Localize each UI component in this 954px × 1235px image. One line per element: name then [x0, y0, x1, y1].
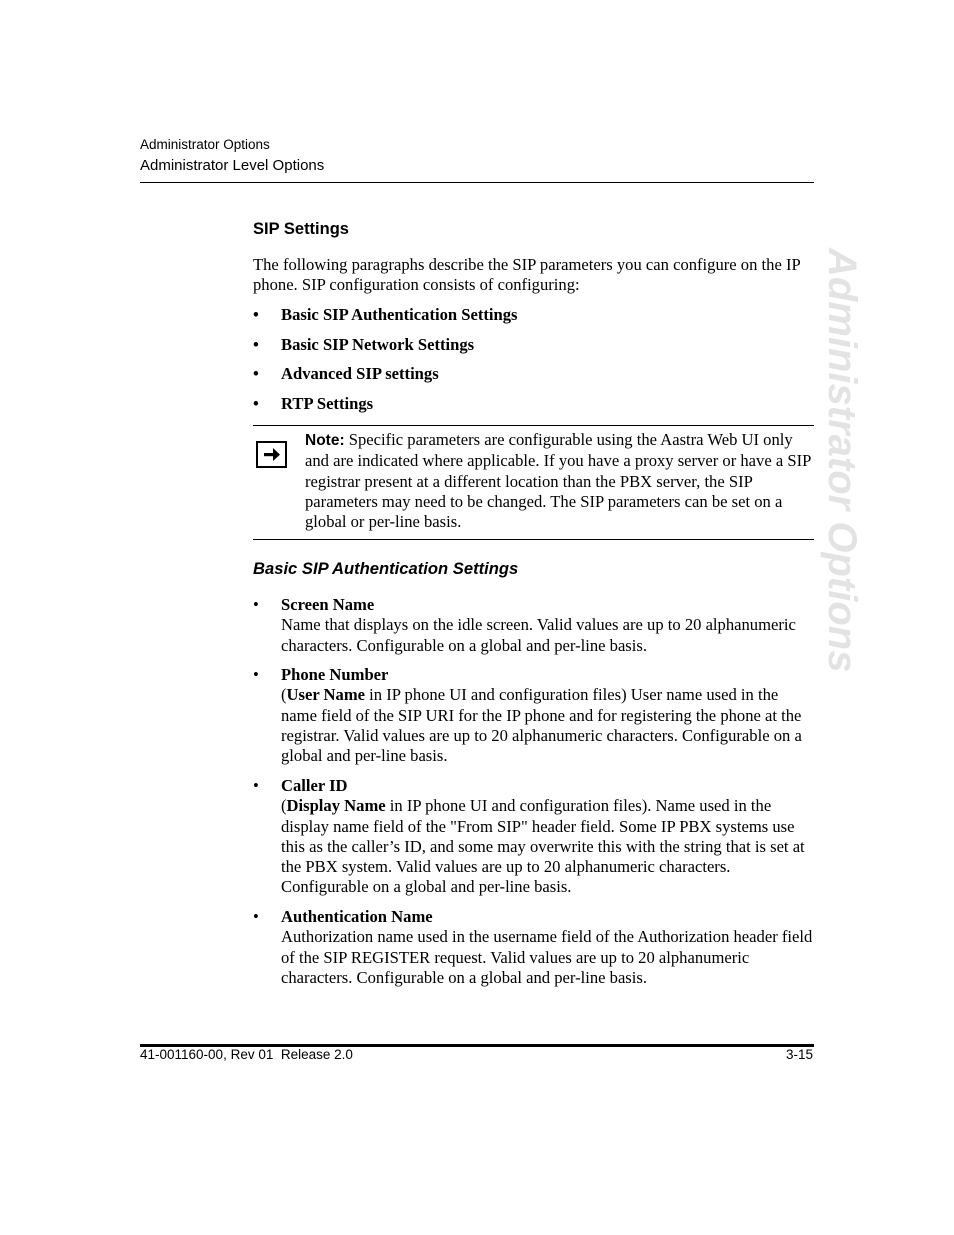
bullet: • — [253, 907, 259, 926]
config-bullet: • Basic SIP Authentication Settings — [253, 305, 518, 324]
note-bottom-rule — [253, 539, 814, 540]
setting-item-screen-name — [253, 595, 815, 656]
config-bullet: • Basic SIP Network Settings — [253, 335, 475, 354]
note-top-rule — [253, 425, 814, 426]
footer-doc-id: 41-001160-00, Rev 01 Release 2.0 — [140, 1047, 353, 1062]
arrow-right-icon — [256, 441, 287, 468]
config-bullet-label: Advanced SIP settings — [281, 364, 439, 383]
intro-paragraph: The following paragraphs describe the SIP parameters you can configure on the IP phone. SIP configuration consists of configuring: — [253, 255, 801, 295]
setting-title: Authentication Name — [281, 907, 433, 926]
setting-title: Caller ID — [281, 776, 348, 795]
bullet: • — [253, 776, 259, 795]
note-body: Specific parameters are configurable using the Aastra Web UI only and are indicated where applicable. If you have a proxy server or have a SIP registrar present at a different location than the PBX server, the SIP parameters may need to be changed. The SIP parameters can be set on a global or per-line basis. — [305, 430, 811, 532]
config-bullet-label: RTP Settings — [281, 394, 374, 413]
config-bullet-label: Basic SIP Authentication Settings — [281, 305, 518, 324]
page-number: 3-15 — [786, 1047, 814, 1062]
note-label: Note: — [305, 432, 345, 449]
section-title: SIP Settings — [253, 220, 349, 238]
setting-description: (User Name in IP phone UI and configuration files) User name used in the name field of the SIP URI for the IP phone and for registering the phone at the registrar. Valid values are up to 20 alphanumeric characters. Configurable on a global and per-line basis. — [281, 685, 802, 766]
running-header-section: Administrator Level Options — [140, 157, 325, 174]
setting-item-phone-number — [253, 665, 815, 766]
subsection-title: Basic SIP Authentication Settings — [253, 559, 519, 578]
ui-field-name: Display Name — [286, 796, 386, 816]
config-bullet: • Advanced SIP settings — [253, 364, 439, 383]
setting-description: (Display Name in IP phone UI and configuration files). Name used in the display name field of the "From SIP" header field. Some IP PBX systems use this as the caller’s ID, and some may overwrite this with the string that is set at the PBX system. Valid values are up to 20 alphanumeric characters. Configurable on a global and per-line basis. — [281, 796, 805, 897]
side-tab-label: Administrator Options — [820, 248, 864, 673]
bullet: • — [253, 595, 259, 614]
setting-title: Screen Name — [281, 595, 375, 614]
ui-field-name: User Name — [286, 685, 366, 705]
setting-description: Authorization name used in the username field of the Authorization header field of the SIP REGISTER request. Valid values are up to 20 alphanumeric characters. Configurable on a global and per-line basis. — [281, 927, 813, 987]
setting-title: Phone Number — [281, 665, 389, 684]
setting-description: Name that displays on the idle screen. Valid values are up to 20 alphanumeric characters. Configurable on a global and per-line basis. — [281, 615, 796, 655]
note-text — [305, 430, 815, 532]
header-divider — [140, 182, 814, 183]
running-header-chapter: Administrator Options — [140, 137, 270, 152]
setting-item-caller-id — [253, 776, 815, 898]
setting-item-authentication-name — [253, 907, 815, 988]
config-bullet: • RTP Settings — [253, 394, 374, 413]
bullet: • — [253, 665, 259, 684]
config-bullet-label: Basic SIP Network Settings — [281, 335, 475, 354]
